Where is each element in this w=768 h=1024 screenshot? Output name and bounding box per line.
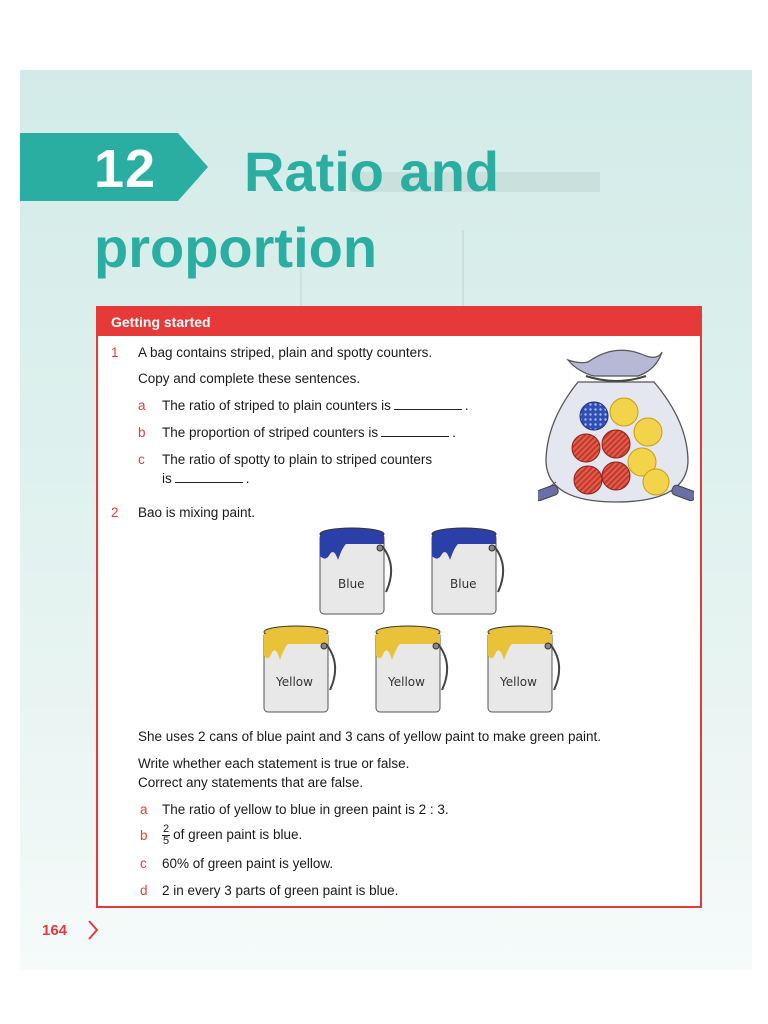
- question-number: 2: [111, 505, 119, 520]
- paint-can-image: [260, 624, 340, 721]
- part-text: The ratio of yellow to blue in green paint is 2 : 3.: [162, 802, 449, 817]
- section-heading: Getting started: [98, 308, 700, 336]
- can-label: Blue: [450, 577, 477, 591]
- can-label: Blue: [338, 577, 365, 591]
- question-text: A bag contains striped, plain and spotty counters.: [138, 345, 433, 360]
- question-number: 1: [111, 345, 119, 360]
- counter-bag-image: [538, 342, 694, 514]
- chapter-number: 12: [94, 139, 157, 199]
- question-text: Bao is mixing paint.: [138, 505, 256, 520]
- part-text: 60% of green paint is yellow.: [162, 856, 334, 871]
- fraction: $\frac{2}{5}$: [163, 822, 170, 847]
- paint-can-image: [484, 624, 564, 721]
- part-text: 2 in every 3 parts of green paint is blue.: [162, 883, 399, 898]
- part-text: The ratio of spotty to plain to striped counters: [162, 452, 433, 467]
- part-text: The proportion of striped counters is .: [162, 425, 456, 440]
- paint-can-image: [428, 526, 508, 623]
- question-instruction: Write whether each statement is true or false.: [138, 756, 410, 771]
- part-letter: a: [138, 398, 146, 413]
- answer-blank: [381, 426, 449, 437]
- can-label: Yellow: [500, 675, 537, 689]
- chevron-right-icon: [86, 918, 100, 942]
- answer-blank: [175, 472, 243, 483]
- part-letter: b: [140, 828, 148, 843]
- part-letter: c: [140, 856, 147, 871]
- part-letter: a: [140, 802, 148, 817]
- part-text-line2: is .: [162, 471, 250, 486]
- part-letter: d: [140, 883, 148, 898]
- can-label: Yellow: [388, 675, 425, 689]
- question-instruction: Copy and complete these sentences.: [138, 371, 361, 386]
- getting-started-box: [96, 306, 702, 908]
- part-letter: b: [138, 425, 146, 440]
- question-statement: She uses 2 cans of blue paint and 3 cans of yellow paint to make green paint.: [138, 729, 602, 744]
- part-text: $\frac{2}{5}$ of green paint is blue.: [163, 822, 303, 847]
- question-instruction: Correct any statements that are false.: [138, 775, 364, 790]
- page-number: 164: [42, 922, 68, 939]
- answer-blank: [394, 399, 462, 410]
- chapter-title: Ratio and proportion: [94, 140, 500, 279]
- part-letter: c: [138, 452, 145, 467]
- paint-can-image: [316, 526, 396, 623]
- part-text: The ratio of striped to plain counters is .: [162, 398, 469, 413]
- can-label: Yellow: [276, 675, 313, 689]
- paint-can-image: [372, 624, 452, 721]
